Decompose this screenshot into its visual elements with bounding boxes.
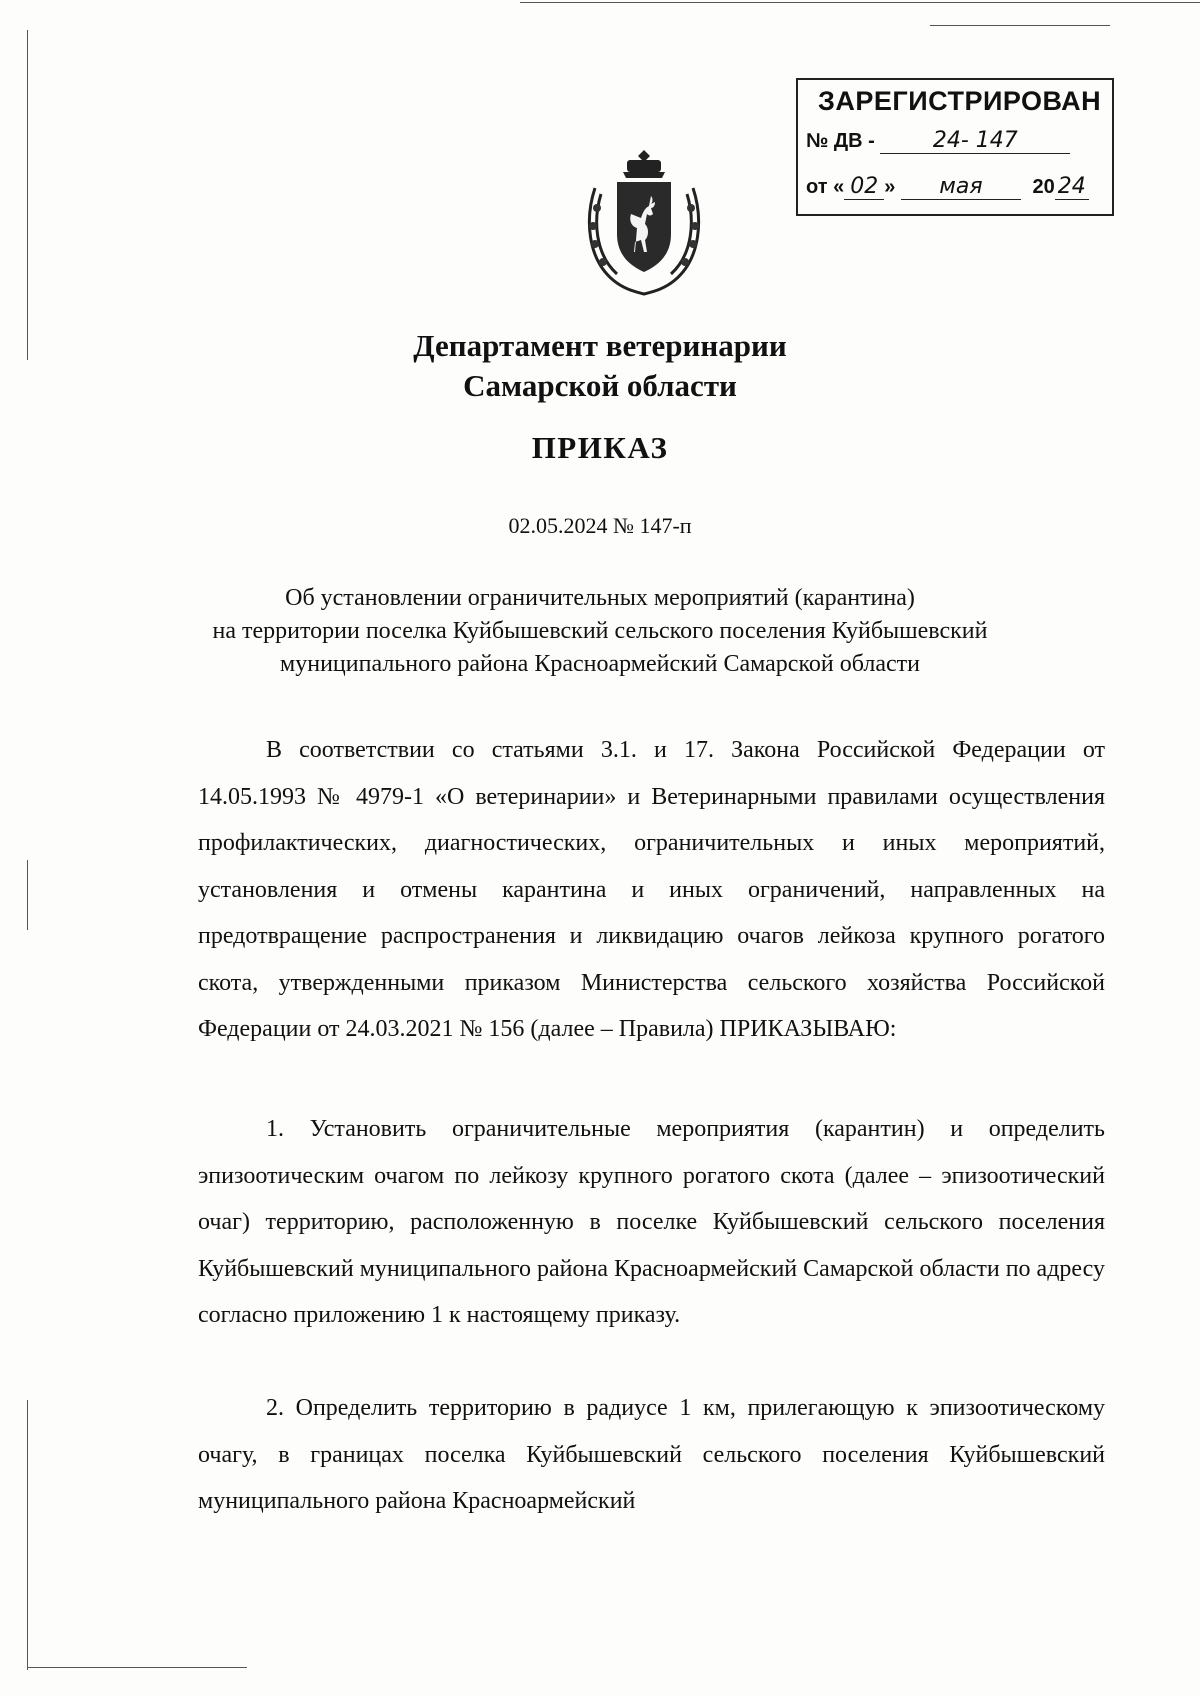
stamp-date-row xyxy=(806,174,1089,200)
stamp-number-label: № ДВ - xyxy=(806,130,875,152)
scan-artifact-left-margin-line xyxy=(27,30,28,360)
scan-artifact-top-dash xyxy=(930,25,1110,26)
subject-line3: муниципального района Красноармейский Самарской области xyxy=(280,651,920,677)
stamp-date-day: 02 xyxy=(844,174,884,200)
organization-name-line1: Департамент ветеринарии xyxy=(413,328,787,363)
organization-name-line2: Самарской области xyxy=(463,368,737,403)
document-date-number: 02.05.2024 № 147-п xyxy=(508,513,692,538)
scan-artifact-left-margin-line xyxy=(27,1400,28,1670)
order-item-1: 1. Установить ограничительные мероприятия (карантин) и определить эпизоотическим очагом по лейкозу крупного рогатого скота (далее – эпизоотический очаг) территорию, расположенную в поселке Куйбышевский сельского поселения Куйбышевский муниципального района Красноармейский Самарской области по адресу согласно приложению 1 к настоящему приказу. xyxy=(198,1116,1105,1328)
coat-of-arms-emblem xyxy=(583,148,705,296)
stamp-number-value: 24- 147 xyxy=(880,128,1070,154)
stamp-title: ЗАРЕГИСТРИРОВАН xyxy=(818,86,1102,116)
stamp-date-year-prefix: 20 xyxy=(1032,176,1055,198)
scan-artifact-bottom-line xyxy=(27,1667,247,1668)
preamble-paragraph: В соответствии со статьями 3.1. и 17. Закона Российской Федерации от 14.05.1993 № 4979-1 «О ветеринарии» и Ветеринарными правилами осуществления профилактических, диагностических, ограничительных и иных мероприятий, установления и отмены карантина и иных ограничений, направленных на предотвращение распространения и ликвидацию очагов лейкоза крупного рогатого скота, утвержденными приказом Министерства сельского хозяйства Российской Федерации от 24.03.2021 № 156 (далее – Правила) ПРИКАЗЫВАЮ: xyxy=(198,737,1105,1042)
stamp-date-mid: » xyxy=(884,176,896,198)
subject-line1: Об установлении ограничительных мероприятий (карантина) xyxy=(285,585,915,611)
subject-line2: на территории поселка Куйбышевский сельского поселения Куйбышевский xyxy=(212,618,988,644)
stamp-date-prefix: от « xyxy=(806,176,845,198)
document-type-title: ПРИКАЗ xyxy=(531,430,669,465)
scan-artifact-left-margin-line xyxy=(27,860,28,930)
document-subject xyxy=(0,582,1200,681)
stamp-date-year-suffix: 24 xyxy=(1055,174,1089,200)
scan-artifact-top-line xyxy=(520,2,1200,3)
stamp-number-row xyxy=(806,128,1070,154)
stamp-date-month: мая xyxy=(901,174,1021,200)
registration-stamp xyxy=(796,78,1114,216)
order-item-2: 2. Определить территорию в радиусе 1 км, прилегающую к эпизоотическому очагу, в границах поселка Куйбышевский сельского поселения Куйбышевский муниципального района Красноармейский xyxy=(198,1395,1105,1514)
organization-name xyxy=(0,326,1200,406)
